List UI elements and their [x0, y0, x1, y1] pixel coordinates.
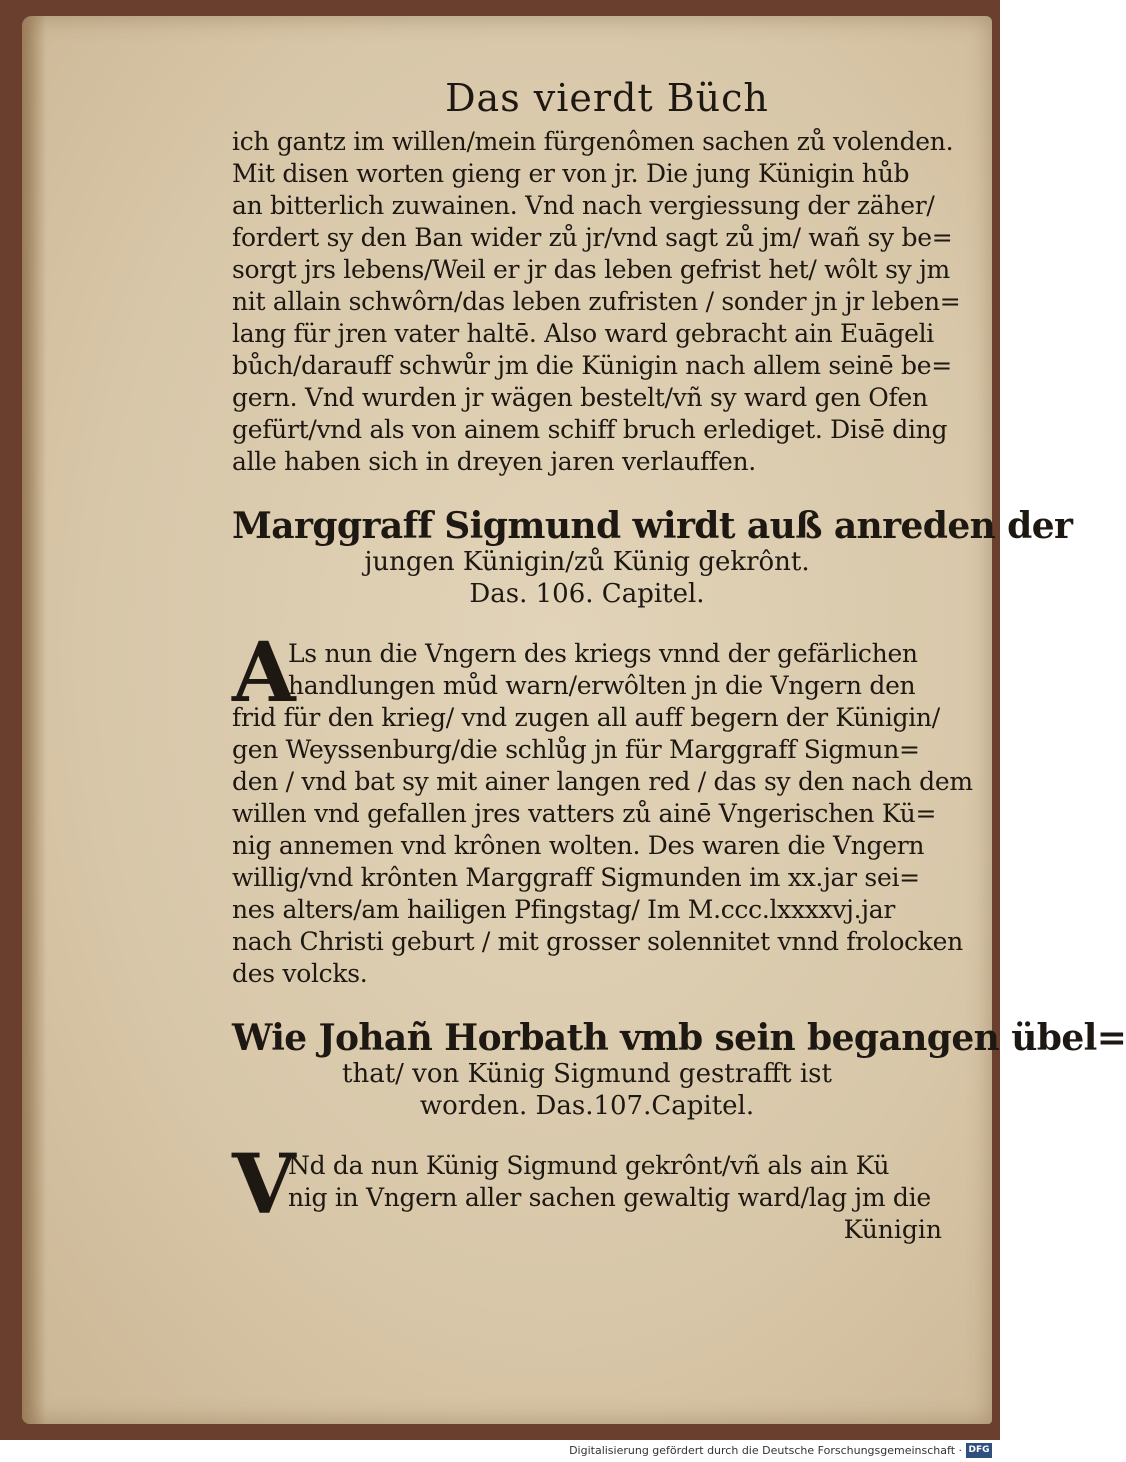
text-line: fordert sy den Ban wider zů jr/vnd sagt zů jm/ wañ sy be=: [232, 223, 953, 252]
drop-cap: A: [232, 625, 296, 721]
chapter-number: worden. Das.107.Capitel.: [419, 1091, 755, 1121]
text-line: an bitterlich zuwainen. Vnd nach vergiessung der zäher/: [232, 191, 935, 220]
text-line: lang für jren vater haltē. Also ward gebracht ain Euāgeli: [232, 319, 934, 348]
text-line: ich gantz im willen/mein fürgenômen sachen zů volenden.: [232, 127, 954, 156]
chapter-heading-title: Marggraff Sigmund wirdt auß anreden der: [232, 505, 1073, 547]
paragraph-1: [232, 126, 961, 478]
text-line: willen vnd gefallen jres vatters zů ainē Vngerischen Kü=: [232, 799, 937, 828]
footer-bar: [0, 1440, 1000, 1462]
text-line: des volcks.: [232, 959, 368, 988]
text-line: Ls nun die Vngern des kriegs vnnd der gefärlichen: [288, 639, 918, 668]
text-line: willig/vnd krônten Marggraff Sigmunden im xx.jar sei=: [232, 863, 920, 892]
text-block: [232, 76, 1126, 1246]
chapter-heading-subtitle: that/ von Künig Sigmund gestrafft ist: [342, 1059, 832, 1089]
text-line: sorgt jrs lebens/Weil er jr das leben gefrist het/ wôlt sy jm: [232, 255, 950, 284]
text-line: alle haben sich in dreyen jaren verlauffen.: [232, 447, 756, 476]
text-line: gen Weyssenburg/die schlůg jn für Marggraff Sigmun=: [232, 735, 920, 764]
paragraph-3: [232, 1137, 942, 1246]
text-line: Mit disen worten gieng er von jr. Die jung Künigin hůb: [232, 159, 910, 188]
text-line: gern. Vnd wurden jr wägen bestelt/vñ sy ward gen Ofen: [232, 383, 928, 412]
running-head: Das vierdt Büch: [445, 76, 769, 120]
page-gutter-shadow: [22, 16, 46, 1424]
text-line: Nd da nun Künig Sigmund gekrônt/vñ als ain Kü: [288, 1151, 890, 1180]
text-line: den / vnd bat sy mit ainer langen red / das sy den nach dem: [232, 767, 973, 796]
text-line: nach Christi geburt / mit grosser solennitet vnnd frolocken: [232, 927, 963, 956]
funding-notice: Digitalisierung gefördert durch die Deutsche Forschungsgemeinschaft ·: [569, 1444, 962, 1457]
catchword: Künigin: [843, 1215, 942, 1244]
text-line: gefürt/vnd als von ainem schiff bruch erlediget. Disē ding: [232, 415, 948, 444]
text-line: nig in Vngern aller sachen gewaltig ward/lag jm die: [288, 1183, 931, 1212]
text-line: handlungen můd warn/erwôlten jn die Vngern den: [288, 671, 916, 700]
text-line: bůch/darauff schwůr jm die Künigin nach allem seinē be=: [232, 351, 952, 380]
paragraph-2: [232, 625, 973, 990]
text-line: nes alters/am hailigen Pfingstag/ Im M.ccc.lxxxxvj.jar: [232, 895, 895, 924]
chapter-heading-subtitle: jungen Künigin/zů Künig gekrônt.: [364, 547, 810, 577]
drop-cap: V: [232, 1137, 296, 1233]
chapter-number: Das. 106. Capitel.: [469, 579, 705, 609]
text-line: frid für den krieg/ vnd zugen all auff begern der Künigin/: [232, 703, 940, 732]
chapter-heading-107: [232, 1017, 1126, 1122]
chapter-heading-106: [232, 505, 1073, 610]
dfg-logo-icon: DFG: [966, 1443, 992, 1458]
chapter-heading-title: Wie Johañ Horbath vmb sein begangen übel=: [232, 1017, 1126, 1059]
text-line: nit allain schwôrn/das leben zufristen / sonder jn jr leben=: [232, 287, 961, 316]
text-line: nig annemen vnd krônen wolten. Des waren die Vngern: [232, 831, 925, 860]
